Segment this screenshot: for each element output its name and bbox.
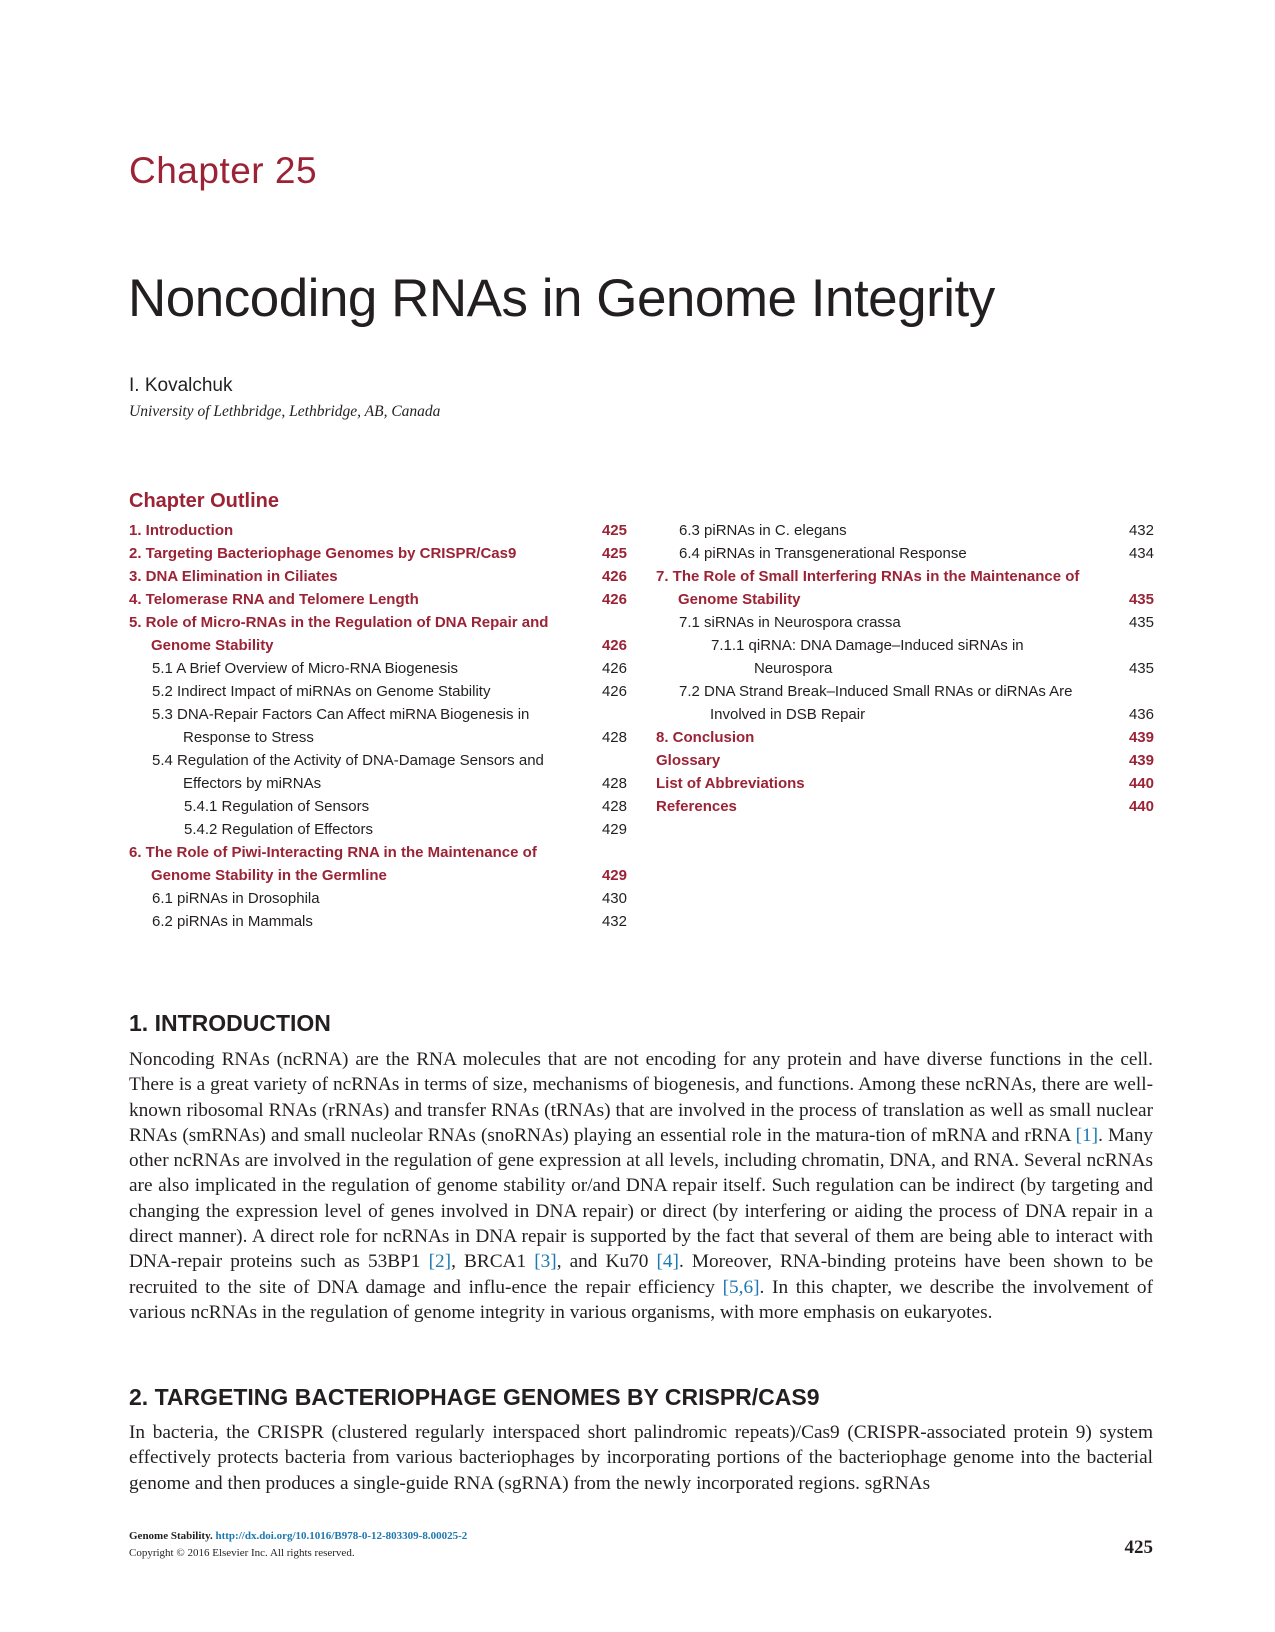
toc-entry-page: 439: [1128, 729, 1154, 746]
toc-entry[interactable]: [129, 588, 627, 611]
toc-entry-label: 5.1 A Brief Overview of Micro-RNA Biogenesis: [152, 660, 458, 677]
toc-entry-page: 434: [1128, 545, 1154, 562]
page-number: 425: [1124, 1537, 1153, 1558]
toc-entry-label: 1. Introduction: [129, 522, 234, 539]
toc-entry-label: 5.3 DNA-Repair Factors Can Affect miRNA Biogenesis in Response to Stress: [152, 706, 530, 746]
citation-link[interactable]: [5,6]: [722, 1276, 760, 1298]
toc-entry[interactable]: [656, 749, 1154, 772]
citation-link[interactable]: [3]: [534, 1251, 557, 1273]
section-body-introduction: [129, 1047, 1153, 1325]
body-text-segment: , and Ku70: [556, 1251, 657, 1273]
toc-entry-label: 6.1 piRNAs in Drosophila: [152, 890, 320, 907]
toc-entry[interactable]: [129, 841, 627, 887]
toc-entry-page: 426: [601, 637, 627, 654]
toc-entry[interactable]: [129, 749, 627, 795]
toc-entry-page: 425: [601, 522, 627, 539]
toc-entry-label: 7. The Role of Small Interfering RNAs in the Maintenance of Genome Stability: [656, 568, 1080, 608]
toc-entry-label: 7.2 DNA Strand Break–Induced Small RNAs or diRNAs Are Involved in DSB Repair: [679, 683, 1073, 723]
toc-entry[interactable]: [656, 726, 1154, 749]
toc-entry[interactable]: [129, 680, 627, 703]
citation-link[interactable]: [4]: [656, 1251, 679, 1273]
citation-link[interactable]: [2]: [428, 1251, 452, 1273]
toc-entry[interactable]: [656, 542, 1154, 565]
chapter-outline-heading: Chapter Outline: [129, 490, 280, 512]
toc-entry-label: 4. Telomerase RNA and Telomere Length: [129, 591, 419, 608]
toc-entry-label: References: [656, 798, 737, 815]
toc-entry-page: 428: [601, 798, 627, 815]
toc-entry[interactable]: [656, 634, 1154, 680]
toc-entry[interactable]: [129, 611, 627, 657]
toc-entry-page: 432: [601, 913, 627, 930]
toc-entry[interactable]: [656, 772, 1154, 795]
toc-entry[interactable]: [656, 519, 1154, 542]
toc-entry-label: 5.4.2 Regulation of Effectors: [184, 821, 374, 838]
chapter-label: Chapter 25: [129, 150, 318, 191]
toc-entry-label: 6.4 piRNAs in Transgenerational Response: [679, 545, 967, 562]
body-text-segment: . Moreover, RNA-binding proteins have been shown to be recruited to the site of DNA damage and influ-ence the repair efficiency: [129, 1251, 1154, 1298]
toc-entry-label: 6.2 piRNAs in Mammals: [152, 913, 313, 930]
author-affiliation: University of Lethbridge, Lethbridge, AB, Canada: [129, 403, 441, 420]
toc-entry-label: 6.3 piRNAs in C. elegans: [679, 522, 847, 539]
footer-copyright: Copyright © 2016 Elsevier Inc. All rights reserved.: [129, 1547, 355, 1559]
footer-source: [129, 1530, 467, 1542]
toc-entry-page: 440: [1128, 775, 1154, 792]
toc-entry-page: 435: [1128, 660, 1154, 677]
footer-book-title: Genome Stability.: [129, 1530, 213, 1542]
toc-entry-page: 429: [601, 867, 627, 884]
toc-entry-label: 7.1 siRNAs in Neurospora crassa: [679, 614, 901, 631]
body-text-segment: . Many other ncRNAs are involved in the regulation of gene expression at all levels, including chromatin, DNA, and RNA. Several ncRNAs are also implicated in the regulation of genome stability or/and DNA repair itself. Such regulation can be indirect (by targeting and changing the expression level of genes involved in DNA repair) or direct (by interfering or aiding the process of DNA repair in a direct manner). A direct role for ncRNAs in DNA repair is supported by the fact that several of them are being able to interact with DNA-repair proteins such as 53BP1: [129, 1124, 1153, 1273]
body-text-segment: . In this chapter, we describe the involvement of various ncRNAs in the regulation of genome integrity in various organisms, with more emphasis on eukaryotes.: [129, 1276, 1153, 1323]
toc-entry[interactable]: [129, 542, 627, 565]
toc-entry-page: 426: [601, 568, 627, 585]
toc-entry-label: List of Abbreviations: [656, 775, 805, 792]
toc-entry-page: 426: [601, 660, 627, 677]
body-text-segment: In bacteria, the CRISPR (clustered regularly interspaced short palindromic repeats)/Cas9 (CRISPR-associated protein 9) system effectively protects bacteria from various bacteriophages by incorporating portions of the bacteriophage genome into the bacterial genome and then produces a single-guide RNA (sgRNA) from the newly incorporated regions. sgRNAs: [129, 1422, 1153, 1494]
toc-right-column: [656, 519, 1154, 818]
citation-link[interactable]: [1]: [1075, 1124, 1099, 1146]
toc-entry-label: 2. Targeting Bacteriophage Genomes by CRISPR/Cas9: [129, 545, 517, 562]
toc-entry-page: 426: [601, 683, 627, 700]
toc-entry-label: 5.4 Regulation of the Activity of DNA-Damage Sensors and Effectors by miRNAs: [152, 752, 544, 792]
toc-entry-page: 435: [1128, 591, 1154, 608]
toc-entry-page: 439: [1128, 752, 1154, 769]
toc-entry-page: 426: [601, 591, 627, 608]
toc-entry-page: 428: [601, 775, 627, 792]
toc-entry-page: 435: [1128, 614, 1154, 631]
toc-entry[interactable]: [656, 680, 1154, 726]
toc-entry-page: 428: [601, 729, 627, 746]
toc-entry-label: Glossary: [656, 752, 721, 769]
section-body-crispr: [129, 1420, 1153, 1496]
toc-entry[interactable]: [129, 818, 627, 841]
toc-entry[interactable]: [129, 657, 627, 680]
toc-entry-label: 5.4.1 Regulation of Sensors: [184, 798, 370, 815]
toc-entry-label: 5. Role of Micro-RNAs in the Regulation of DNA Repair and Genome Stability: [129, 614, 549, 654]
toc-entry[interactable]: [656, 565, 1154, 611]
toc-entry-label: 5.2 Indirect Impact of miRNAs on Genome Stability: [152, 683, 491, 700]
toc-entry-page: 425: [601, 545, 627, 562]
toc-entry[interactable]: [129, 795, 627, 818]
author-name: I. Kovalchuk: [129, 375, 233, 396]
toc-entry[interactable]: [129, 703, 627, 749]
toc-entry[interactable]: [129, 887, 627, 910]
toc-entry-label: 6. The Role of Piwi-Interacting RNA in the Maintenance of Genome Stability in the Germline: [129, 844, 537, 884]
toc-left-column: [129, 519, 627, 933]
footer-doi-link[interactable]: http://dx.doi.org/10.1016/B978-0-12-803309-8.00025-2: [215, 1530, 468, 1542]
toc-entry-page: 440: [1128, 798, 1154, 815]
toc-entry[interactable]: [129, 519, 627, 542]
body-text-segment: , BRCA1: [451, 1251, 535, 1273]
toc-entry-page: 429: [601, 821, 627, 838]
toc-entry-label: 7.1.1 qiRNA: DNA Damage–Induced siRNAs in Neurospora: [711, 637, 1024, 677]
body-text-segment: Noncoding RNAs (ncRNA) are the RNA molecules that are not encoding for any protein and have diverse functions in the cell. There is a great variety of ncRNAs in terms of size, mechanisms of biogenesis, and functions. Among these ncRNAs, there are well-known ribosomal RNAs (rRNAs) and transfer RNAs (tRNAs) that are involved in the process of translation as well as small nuclear RNAs (smRNAs) and small nucleolar RNAs (snoRNAs) playing an essential role in the matura-tion of mRNA and rRNA: [129, 1049, 1153, 1146]
toc-entry-page: 436: [1128, 706, 1154, 723]
toc-entry-label: 3. DNA Elimination in Ciliates: [129, 568, 338, 585]
toc-entry[interactable]: [129, 565, 627, 588]
toc-entry[interactable]: [656, 611, 1154, 634]
toc-entry-page: 430: [601, 890, 627, 907]
section-heading-introduction: 1. INTRODUCTION: [129, 1010, 331, 1036]
toc-entry[interactable]: [656, 795, 1154, 818]
toc-entry-label: 8. Conclusion: [656, 729, 755, 746]
toc-entry-page: 432: [1128, 522, 1154, 539]
page-title: Noncoding RNAs in Genome Integrity: [128, 269, 995, 328]
section-heading-crispr: 2. TARGETING BACTERIOPHAGE GENOMES BY CRISPR/CAS9: [129, 1384, 820, 1410]
toc-entry[interactable]: [129, 910, 627, 933]
